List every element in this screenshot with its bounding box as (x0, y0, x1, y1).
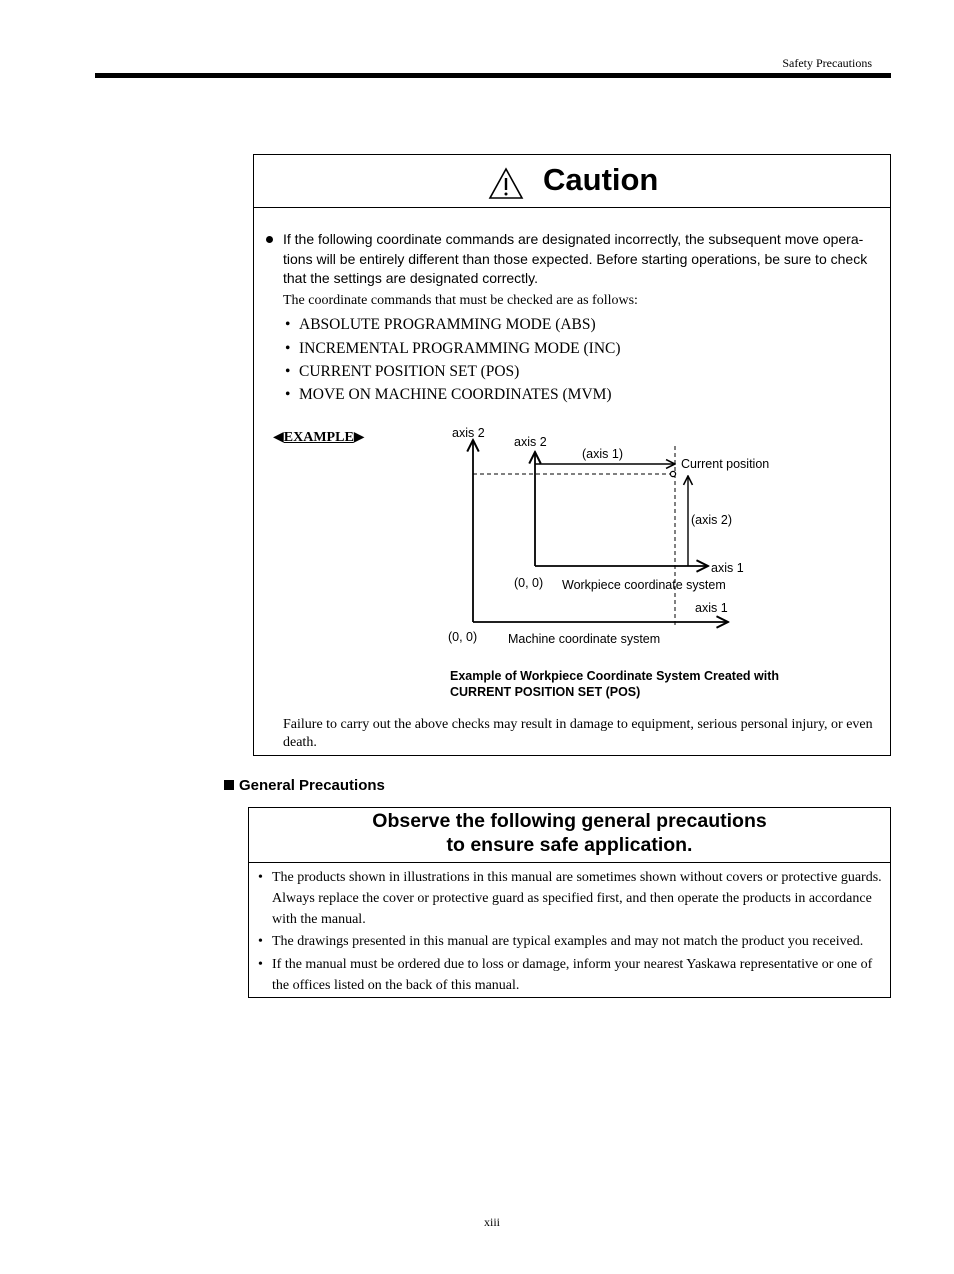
command-item: • CURRENT POSITION SET (POS) (285, 363, 520, 380)
caution-lead-text: If the following coordinate commands are designated incorrectly, the subsequent move opera-tions will be entirely different than those expected. Before starting operations, be sure to check that the settings are designated correctly. (283, 231, 868, 286)
precaution-text: The drawings presented in this manual are typical examples and may not match the product you received. (272, 934, 864, 949)
caution-intro: The coordinate commands that must be checked are as follows: (283, 293, 638, 308)
running-header-title: Safety Precautions (782, 56, 872, 70)
general-precautions-box-header (249, 808, 890, 863)
triangle-left-icon: ◀ (273, 430, 284, 445)
axis1-dimension-label: (axis 1) (582, 447, 623, 461)
figure-caption-line1: Example of Workpiece Coordinate System Created with (450, 669, 780, 683)
precaution-text: The products shown in illustrations in this manual are sometimes shown without covers or protective guards. Always replace the cover or protective guard as specified first, and then operate the products in accordance with the manual. (272, 870, 882, 927)
command-label: MOVE ON MACHINE COORDINATES (MVM) (299, 386, 612, 403)
command-label: INCREMENTAL PROGRAMMING MODE (INC) (299, 340, 621, 357)
precaution-item: • The drawings presented in this manual are typical examples and may not match the product you received. (258, 931, 886, 952)
page-number: xiii (484, 1215, 501, 1229)
machine-origin-label: (0, 0) (448, 630, 478, 644)
machine-axis1-label: axis 1 (695, 601, 728, 615)
precaution-text: If the manual must be ordered due to loss or damage, inform your nearest Yaskawa representative or one of the offices listed on the back of this manual. (272, 957, 873, 993)
axis2-dimension-label: (axis 2) (691, 513, 732, 527)
general-precautions-heading-text: General Precautions (239, 777, 385, 794)
workpiece-axis1-label: axis 1 (711, 561, 744, 575)
general-precautions-heading (224, 777, 385, 794)
command-item: • ABSOLUTE PROGRAMMING MODE (ABS) (285, 316, 596, 333)
workpiece-system-label: Workpiece coordinate system (562, 578, 726, 592)
precaution-item: • The products shown in illustrations in this manual are sometimes shown without covers or protective guards. Always replace the cover or protective guard as specified first, and then operate the products in accordance with the manual. (258, 867, 886, 930)
header-rule (95, 73, 891, 78)
box-title-line1: Observe the following general precautions (372, 810, 767, 832)
command-item: • INCREMENTAL PROGRAMMING MODE (INC) (285, 340, 621, 357)
caution-title: Caution (543, 162, 659, 197)
command-item: • MOVE ON MACHINE COORDINATES (MVM) (285, 386, 612, 403)
box-title-line2: to ensure safe application. (446, 834, 693, 856)
workpiece-origin-label: (0, 0) (514, 576, 544, 590)
square-bullet-icon (224, 780, 234, 790)
triangle-right-icon: ▶ (353, 430, 365, 445)
warning-triangle-icon (488, 167, 524, 201)
failure-warning-text: Failure to carry out the above checks may result in damage to equipment, serious personal injury, or even death. (283, 717, 873, 750)
current-position-label: Current position (681, 457, 770, 471)
figure-caption (450, 669, 779, 700)
precaution-item: • If the manual must be ordered due to loss or damage, inform your nearest Yaskawa representative or one of the offices listed on the back of this manual. (258, 954, 886, 996)
machine-axis2-label: axis 2 (452, 426, 485, 440)
command-label: CURRENT POSITION SET (POS) (299, 363, 520, 380)
figure-caption-line2: CURRENT POSITION SET (POS) (450, 684, 641, 699)
command-label: ABSOLUTE PROGRAMMING MODE (ABS) (299, 316, 596, 333)
caution-header (254, 155, 890, 208)
bullet-dot (266, 236, 273, 243)
machine-system-label: Machine coordinate system (508, 632, 661, 646)
workpiece-axis2-label: axis 2 (514, 435, 547, 449)
current-position-marker (670, 471, 675, 476)
example-tag (273, 429, 365, 446)
example-label: EXAMPLE (283, 430, 354, 445)
